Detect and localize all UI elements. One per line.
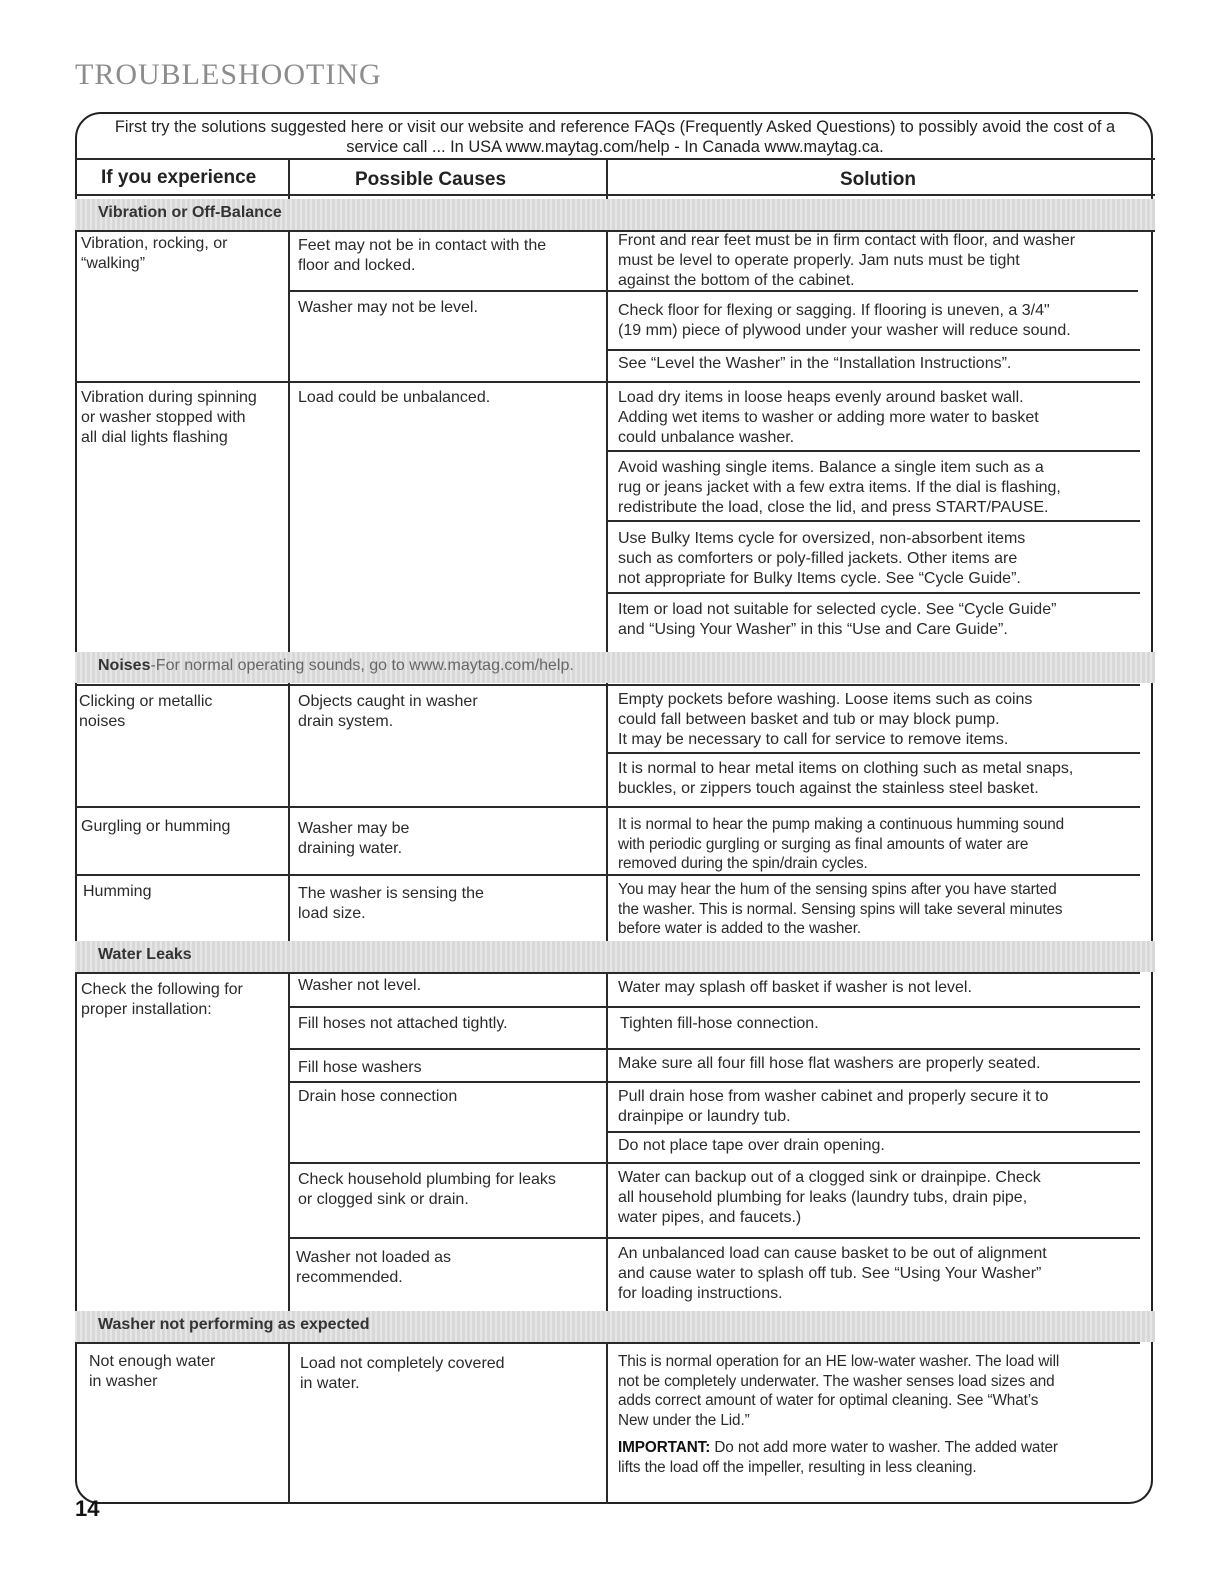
- row-rule: [75, 381, 1140, 383]
- solution-cell: See “Level the Washer” in the “Installation Instructions”.: [618, 355, 1012, 372]
- important-text: Do not add more water to washer. The added water lifts the load off the impeller, resulting in less cleaning.: [618, 1439, 1058, 1476]
- solution-cell: You may hear the hum of the sensing spins after you have started the washer. This is normal. Sensing spins will take several minutes before water is added to the washer.: [618, 881, 1063, 937]
- row-rule: [75, 972, 1140, 974]
- solution-cell: It is normal to hear the pump making a continuous humming sound with periodic gurgling or surging as final amounts of water are removed during the spin/drain cycles.: [618, 816, 1065, 872]
- cause-cell: Washer may be draining water.: [298, 820, 410, 857]
- row-rule: [606, 450, 1140, 452]
- cause-cell: Washer may not be level.: [298, 299, 478, 316]
- solution-cell: Water may splash off basket if washer is not level.: [618, 979, 972, 996]
- solution-cell: Pull drain hose from washer cabinet and properly secure it to drainpipe or laundry tub.: [618, 1088, 1049, 1125]
- header-bottom-rule: [75, 194, 1155, 196]
- page-number: 14: [75, 1496, 100, 1521]
- experience-cell: Not enough water in washer: [89, 1353, 216, 1390]
- intro-text: First try the solutions suggested here or visit our website and reference FAQs (Frequently Asked Questions) to possibly avoid the cost of a service call ... In USA www.maytag.com/help - In Canada www.maytag.ca.: [114, 118, 1116, 156]
- section-note: -For normal operating sounds, go to www.maytag.com/help.: [150, 657, 574, 674]
- row-rule: [288, 1081, 1140, 1083]
- cause-cell: Washer not loaded as recommended.: [296, 1249, 452, 1286]
- row-rule: [75, 806, 1140, 808]
- solution-cell: Front and rear feet must be in firm contact with floor, and washer must be level to operate properly. Jam nuts must be tight against the bottom of the cabinet.: [618, 232, 1076, 289]
- experience-cell: Clicking or metallic noises: [79, 693, 213, 730]
- solution-cell: Use Bulky Items cycle for oversized, non-absorbent items such as comforters or poly-filled jackets. Other items are not appropriate for Bulky Items cycle. See “Cycle Guide”.: [618, 530, 1026, 587]
- section-band-performance: [75, 1311, 1155, 1342]
- cause-cell: Washer not level.: [298, 977, 422, 994]
- solution-cell: Avoid washing single items. Balance a single item such as a rug or jeans jacket with a few extra items. If the dial is flashing, redistribute the load, close the lid, and press START/PAUSE.: [618, 459, 1061, 516]
- section-band-noises: [75, 652, 1155, 683]
- row-rule: [606, 1131, 1140, 1133]
- row-rule: [288, 1162, 1140, 1164]
- experience-cell: Vibration during spinning or washer stopped with all dial lights flashing: [81, 389, 257, 446]
- section-title: Vibration or Off-Balance: [98, 204, 282, 221]
- solution-cell: Check floor for flexing or sagging. If flooring is uneven, a 3/4" (19 mm) piece of plywood under your washer will reduce sound.: [618, 302, 1071, 339]
- experience-cell: Gurgling or humming: [81, 818, 231, 835]
- solution-cell: Do not place tape over drain opening.: [618, 1137, 885, 1154]
- header-solution: Solution: [840, 169, 916, 190]
- important-note: [618, 1438, 1058, 1477]
- section-band-water-leaks: [75, 941, 1155, 972]
- cause-cell: Feet may not be in contact with the floor and locked.: [298, 237, 547, 274]
- experience-cell: Humming: [83, 883, 152, 900]
- cause-cell: The washer is sensing the load size.: [298, 885, 484, 922]
- header-experience: If you experience: [101, 167, 257, 188]
- row-rule: [288, 1006, 1140, 1008]
- cause-cell: Load not completely covered in water.: [300, 1355, 505, 1392]
- col-divider-2: [606, 158, 608, 1504]
- row-rule: [75, 874, 1140, 876]
- solution-cell: An unbalanced load can cause basket to be out of alignment and cause water to splash off tub. See “Using Your Washer” for loading instructions.: [618, 1245, 1047, 1302]
- cause-cell: Check household plumbing for leaks or clogged sink or drain.: [298, 1171, 556, 1208]
- solution-cell: It is normal to hear metal items on clothing such as metal snaps, buckles, or zippers touch against the stainless steel basket.: [618, 760, 1074, 797]
- col-divider-1: [288, 158, 290, 1504]
- cause-cell: Fill hoses not attached tightly.: [298, 1015, 508, 1032]
- experience-cell: Check the following for proper installation:: [81, 981, 243, 1018]
- solution-cell: Make sure all four fill hose flat washers are properly seated.: [618, 1055, 1041, 1072]
- solution-cell: Item or load not suitable for selected cycle. See “Cycle Guide” and “Using Your Washer” in this “Use and Care Guide”.: [618, 601, 1057, 638]
- section-band-vibration: [75, 199, 1155, 230]
- section-title: Water Leaks: [98, 946, 192, 963]
- cause-cell: Fill hose washers: [298, 1059, 422, 1076]
- section-title: Washer not performing as expected: [98, 1316, 370, 1333]
- solution-cell: This is normal operation for an HE low-water washer. The load will not be completely underwater. The washer senses load sizes and adds correct amount of water for optimal cleaning. See “What’s New under the Lid.”: [618, 1353, 1060, 1429]
- solution-cell: Load dry items in loose heaps evenly around basket wall. Adding wet items to washer or adding more water to basket could unbalance washer.: [618, 389, 1039, 446]
- cause-cell: Objects caught in washer drain system.: [298, 693, 478, 730]
- row-rule: [606, 520, 1140, 522]
- row-rule: [75, 1342, 1140, 1344]
- solution-cell: Water can backup out of a clogged sink or drainpipe. Check all household plumbing for leaks (laundry tubs, drain pipe, water pipes, and faucets.): [618, 1169, 1041, 1226]
- row-rule: [288, 1048, 1140, 1050]
- row-rule: [606, 349, 1140, 351]
- row-rule: [75, 684, 1140, 686]
- header-causes: Possible Causes: [355, 169, 507, 190]
- page-title: TROUBLESHOOTING: [75, 58, 382, 91]
- section-title: Noises-For normal operating sounds, go to www.maytag.com/help.: [98, 657, 574, 674]
- important-label: IMPORTANT:: [618, 1439, 711, 1456]
- cause-cell: Load could be unbalanced.: [298, 389, 491, 406]
- cause-cell: Drain hose connection: [298, 1088, 458, 1105]
- row-rule: [606, 752, 1140, 754]
- experience-cell: Vibration, rocking, or “walking”: [81, 235, 228, 272]
- row-rule: [606, 592, 1140, 594]
- solution-cell: Empty pockets before washing. Loose items such as coins could fall between basket and tub or may block pump. It may be necessary to call for service to remove items.: [618, 691, 1033, 748]
- solution-cell: Tighten fill-hose connection.: [620, 1015, 819, 1032]
- header-top-rule: [75, 158, 1155, 160]
- row-rule: [288, 1237, 1140, 1239]
